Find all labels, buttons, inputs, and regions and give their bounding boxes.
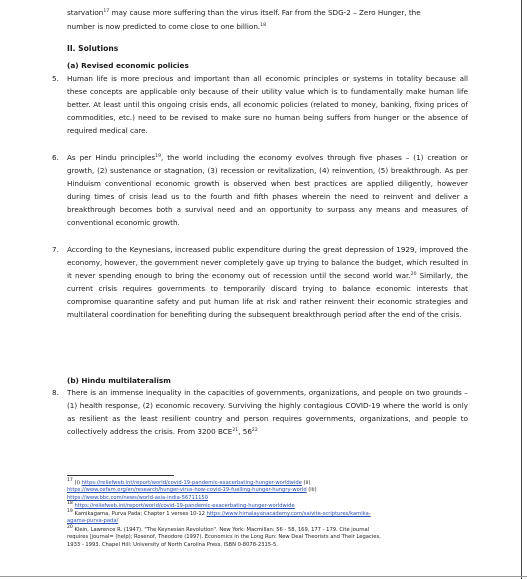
footnote-17 <box>67 480 472 502</box>
footnote-text: Klein, Lawrence R. (1947). "The Keynesian Revolution". New York: Macmillan: 56 - 58, 169, 177 - 179. Cite journal <box>72 527 370 533</box>
page-edge-bottom <box>0 576 527 577</box>
intro-line-1 <box>67 7 477 20</box>
intro-text: number is now predicted to come close to one billion. <box>67 22 261 31</box>
paragraph-text: Similarly, the current crisis requires governments to temporarily discard trying to balance economic interests that compromise quarantine safety and put human life at risk and rather reinvent their economic strategies and multilateral coordination for benefiting during the subsequent breakthrough period after the end of the crisis. <box>67 270 468 319</box>
paragraph-6 <box>67 152 468 229</box>
footnote-link[interactable]: https://reliefweb.int/report/world/covid-19-pandemic-exacerbating-hunger-worldwide <box>81 480 302 486</box>
item-number-5: 5. <box>52 74 59 83</box>
subsection-heading-b: (b) Hindu multilateralism <box>67 376 171 385</box>
footnote-ref-20[interactable]: 20 <box>410 271 417 277</box>
footnote-text: Kamikagama, Purva Pada; Chapter 1 verses 10-12 <box>72 511 207 517</box>
paragraph-text: According to the Keynesians, increased public expenditure during the great depression of 1929, improved the economy, however, the government never completely gave up trying to balance the budget, which resulted in it never spending enough to bring the economy out of recession until the second world war. <box>67 245 468 280</box>
subsection-heading-a: (a) Revised economic policies <box>67 61 189 70</box>
footnote-text: 1933 - 1993. Chapel Hill: University of North Carolina Press. ISBN 0-8078-2315-5. <box>67 541 278 548</box>
paragraph-text: , 56 <box>238 426 252 436</box>
intro-text: may cause more suffering than the virus itself. Far from the SDG-2 – Zero Hunger, the <box>109 8 421 17</box>
footnote-ref-17[interactable]: 17 <box>103 9 110 14</box>
intro-line-2 <box>67 21 468 34</box>
footnote-marker: 18 <box>67 501 73 506</box>
footnote-marker: 19 <box>67 509 73 514</box>
footnote-divider <box>67 475 174 476</box>
footnote-text: (ii) <box>301 480 311 486</box>
item-number-8: 8. <box>52 388 59 397</box>
footnote-text: requires |journal= (help); Rosenof, Theodore (1997). Economics in the Long Run: New Deal Theorists and Their Legacies, <box>67 534 381 541</box>
footnote-marker: 17 <box>67 478 73 483</box>
footnote-ref-22[interactable]: 22 <box>251 427 258 433</box>
paragraph-text: There is an immense inequality in the capacities of governments, organizations, and people on two grounds – (1) health response, (2) economic recovery. Surviving the highly contagious COVID-19 where the world is only as resilient as the least resilient country and person requires governments, organizations, and people to collectively address the crisis. From 3200 BCE <box>67 388 468 436</box>
paragraph-7 <box>67 244 468 321</box>
paragraph-5: Human life is more precious and important than all economic principles or systems in totality because all these concepts are applicable only because of their utility value which is to fundamentally make human life better. At least until this ongoing crisis ends, all economic policies (related to money, banking, fixing prices of commodities, etc.) need to be revised to make sure no human being suffers from hunger or the absence of required medical care. <box>67 74 468 135</box>
footnote-link[interactable]: https://www.bbc.com/news/world-asia-india-56711150 <box>67 494 209 501</box>
footnote-marker: 20 <box>67 525 73 530</box>
section-heading: II. Solutions <box>67 44 119 53</box>
footnote-text: (i) <box>72 480 82 486</box>
paragraph-text: As per Hindu principles <box>67 153 156 162</box>
item-number-7: 7. <box>52 245 59 254</box>
item-number-6: 6. <box>52 153 59 162</box>
intro-text: starvation <box>67 8 104 17</box>
footnote-ref-21[interactable]: 21 <box>232 427 239 433</box>
footnote-ref-19[interactable]: 19 <box>155 154 161 159</box>
footnote-link[interactable]: agama-purva-pada/ <box>67 518 119 525</box>
footnote-19 <box>67 511 472 526</box>
footnote-link[interactable]: https://www.oxfam.org/en/research/hunger-virus-how-covid-19-fuelling-hunger-hungry-world <box>67 487 307 494</box>
paragraph-text: , the world including the economy evolves through five phases – (1) creation or growth, (2) sustenance or stagnation, (3) recession or revitalization, (4) reinvention, (5) breakthrough. As per Hinduism conventional economic growth is observed when best practices are applied diligently, however during times of crisis lead us to the fourth and fifth phases wherein the need to reinvent and deliver a breakthrough becomes both a survival need and an opportunity to surpass any means and measures of conventional economic growth. <box>67 153 468 227</box>
footnote-20 <box>67 527 472 549</box>
footnote-link[interactable]: https://reliefweb.int/report/world/covid-19-pandemic-exacerbating-hunger-worldwide <box>74 503 295 509</box>
page-edge-right <box>521 0 522 579</box>
footnote-text: (iii) <box>306 487 317 494</box>
paragraph-8 <box>67 387 468 439</box>
footnote-18 <box>67 503 472 510</box>
footnote-ref-18[interactable]: 18 <box>260 23 267 28</box>
footnote-link[interactable]: https://www.himalayanacademy.com/saivite-scriptures/kamika- <box>206 511 371 517</box>
